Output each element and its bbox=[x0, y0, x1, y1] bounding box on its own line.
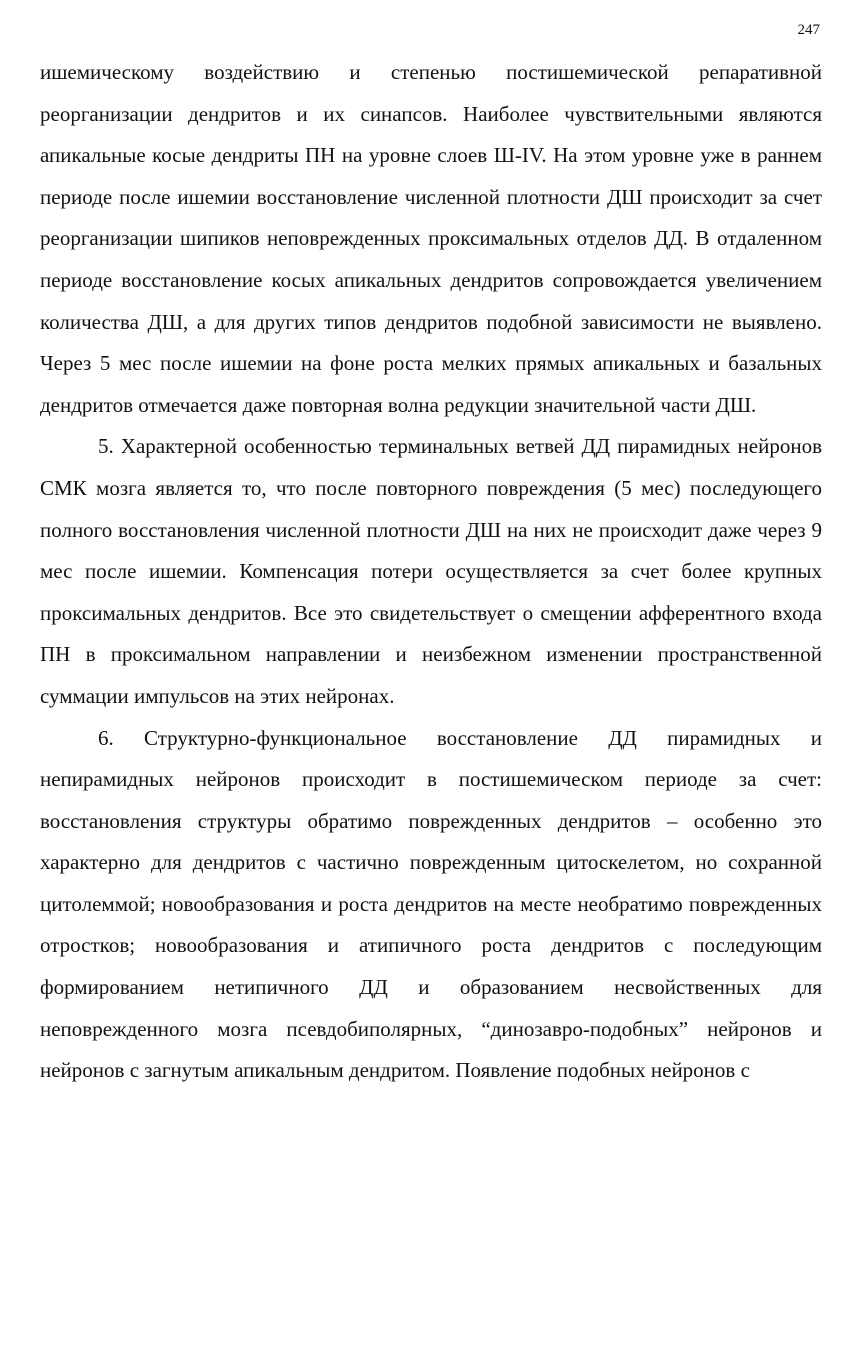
page-number: 247 bbox=[797, 22, 820, 38]
paragraph-item-6: 6. Структурно-функциональное восстановление ДД пирамидных и непирамидных нейронов происходит в постишемическом периоде за счет: восстановления структуры обратимо поврежденных дендритов – особенно это характерно для дендритов с частично поврежденным цитоскелетом, но сохранной цитолеммой; новообразования и роста дендритов на месте необратимо поврежденных отростков; новообразования и атипичного роста дендритов с последующим формированием нетипичного ДД и образованием несвойственных для неповрежденного мозга псевдобиполярных, “динозавро-подобных” нейронов и нейронов с загнутым апикальным дендритом. Появление подобных нейронов с bbox=[40, 725, 822, 1083]
document-body bbox=[40, 52, 822, 1092]
paragraph-continuation: ишемическому воздействию и степенью постишемической репаративной реорганизации дендритов и их синапсов. Наиболее чувствительными являются апикальные косые дендриты ПН на уровне слоев Ш-IV. На этом уровне уже в раннем периоде после ишемии восстановление численной плотности ДШ происходит за счет реорганизации шипиков неповрежденных проксимальных отделов ДД. В отдаленном периоде восстановление косых апикальных дендритов сопровождается увеличением количества ДШ, а для других типов дендритов подобной зависимости не выявлено. Через 5 мес после ишемии на фоне роста мелких прямых апикальных и базальных дендритов отмечается даже повторная волна редукции значительной части ДШ. bbox=[40, 60, 822, 417]
paragraph-item-5: 5. Характерной особенностью терминальных ветвей ДД пирамидных нейронов СМК мозга является то, что после повторного повреждения (5 мес) последующего полного восстановления численной плотности ДШ на них не происходит даже через 9 мес после ишемии. Компенсация потери осуществляется за счет более крупных проксимальных дендритов. Все это свидетельствует о смещении афферентного входа ПН в проксимальном направлении и неизбежном изменении пространственной суммации импульсов на этих нейронах. bbox=[40, 434, 822, 708]
